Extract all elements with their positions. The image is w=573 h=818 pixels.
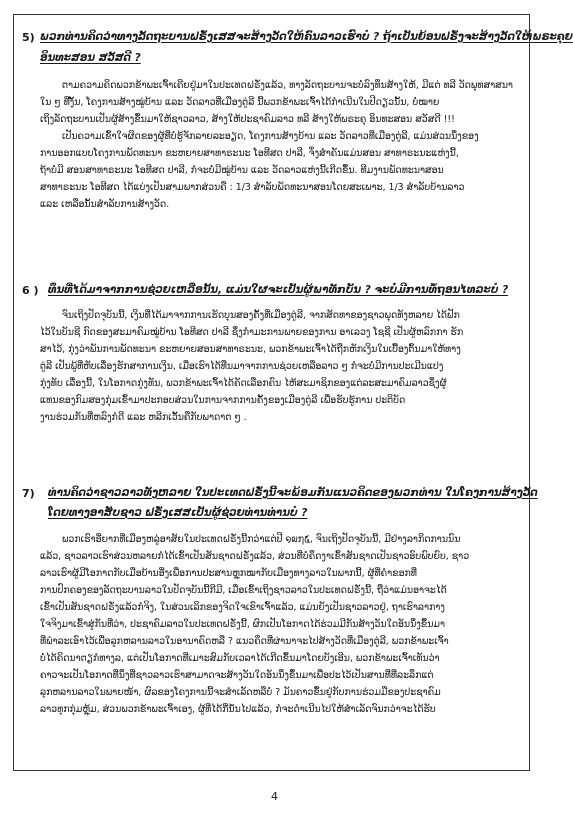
text-line: ຕູ່ລີ ເປັນພູ້ທີ່ຫັບເລື່ອງຮັກສາການເງິນ, ເມື່ອເຮົາໄດ້ທືນມາຈາກການຊ່ວຍເຫລືອລາວ ໆ ກໍຈະບໍ່ມີການປະເມີນແປງ [40,361,444,372]
text-line: ທີ່ພຳລະເອົາໄວ້ເພື່ອລູກຫລານລາວໃນອານາຄົດຫລື ? ແນວຄຶດທີ່ຜ່ານາຈະໄປສ້າງວັດທີ່ເມືອງຕູ່ລີ, ພວກຂ້າພະເຈົ້າ [40,636,449,647]
text-line: ໄວ້ໃນບັນຊີ ກົດຂອງສະມາຄົມໝູ່ບ້ານ ໂອທີສດ ປາລີ ຊຶ່ງກຳມະການພາຍຂອງການ ອາເລວງ ໂຊຊີ ເປັນຜູ້ຫລົກກາ ຮັກ [40,327,464,338]
text-line: ໃນ ໆ ທີ່ງັ້ນ, ໂຄງການສ້າງໝູ່ບ້ານ ແລະ ວັດລາວທີ່ເມືອງຕູ່ລີ ນີ້ພວກຂ້າພະເຈົ້າໄດ້ກຳເນີນໃນປີດຽວນັ້ນ, ບໍ່ໝາຍ [40,97,440,108]
text-line: ແທນຂອງກົມສອງກຸ່ມເຂົ້າມາປະກອບສ່ວນໃນການຈາກການຄັ້ງຂອງເມືອງຕູ່ລີ ເພື່ອຮັບຮູ້ການ ປະຕິບັດ [40,395,406,406]
text-line: ສາໄວ້, ກຸ່ງວ່າພັນການພັດທະນາ ຂະຫຍາຍສອນສາທາຣະນະ, ພວກຂ້າພະເຈົ້າໄດ້ຖືກຫັກເງິນໃນເບື້ອງຕົ້ນມາໃຫ້ທາງ [40,344,461,355]
page-number: 4 [271,790,278,803]
text-line: ໃຈຈິງມາເຂົ້າສູ່ກັນທີ່ວ່າ, ປະຊາຄົມລາວໃນປະເທດຝຣັ່ງນີ້, ຜົກເປັນໂອກາດໄດ້ຮ່ວມມີກັນສ້າງວັນໃດອັນນຶ່ງຂຶ້ນມາ [40,619,446,630]
text-line: ລາວເຮົາຜູ້ມີໂອກາດກັບເມືອບ້ານອີ່ງເພື່ອການປະສານຫຼຸກໝາກັບເມືອງທາງລາວໃນພາກນີ້, ຜູ້ທີ່ຄຳຂອກທີ່ [40,568,417,579]
text-line: ຈົນເຖິງປັດຈຸບັນນີ້, ເງິນທີ່ໄດ້ມາຈາກການເຮັດບຸນສອງຄັ້ງທີ່ເມືອງຕູ່ລີ, ຈາກສັດທາຂອງຊາວພຸດທັງຫລາຍ ໄດ້ຟັກ [62,310,460,321]
content-frame [13,14,573,771]
text-line: ການອອກແບບໂຄງການພັດທະນາ ຂະຫຍາຍສາທາຣະນະ ໂອທີສດ ປາລີ, ຈຶ່ງສຳຄັນແມ່ນສອນ ສາທາຣະນະແຫ່ງນີ້, [40,148,459,159]
text-line: ລຸກຫລານລາວໃນພາຍໜ້າ, ຜົລຂອງໂຄງການນີ້ຈະສຳເລັດຫລືບໍ່ ? ມັນຄາວຂຶ້ນຢູ່ກັບການຮ່ວມມືຂອງປະຊາຄົມ [40,687,441,698]
text-line: ຄາວຈະເປັນໂອກາດທີ່ນຶ່ງທີ່ຊາວລາວເຮົາສາມາດຈະສ້າງວັນໃດອັນນຶ່ງຂຶ້ນມາເພື່ອປະໄວ້ເປັນສານທີ່ທີ່ລະລຶກແຕ່ [40,670,434,681]
text-line: ກຸ່ງທັບ ເລື່ອງນີ້, ໃນໂອກາດກູ່ງທັນ, ພວກຂ້າພະເຈົ້າໄດ້ຄັດເລືອກຄົນ ໄຫ້ສະມາຊິກຂອງແຕ່ລະສະມາຄົມລາວຊຶ່ງຜູ້ [40,378,447,389]
text-line: ລາວທຸກກຸ່ມຫຼຸ້ມ, ສ່ວນພວກຂ້າພະເຈົ້າເອງ, ຜູ້ທີ່ໄດ້ກີ່ນໍ້ນໄປແລ້ວ, ກໍຈະດຳເນີນໄປໃຫ້ສຳເລັດຈົນກວ່າຈະໄດ້ຮັບ [40,704,436,715]
question-title-line: ທຶນທີ່ໄດ້ມາຈາກການຊ່ວຍເຫລືອນັ້ນ, ແມ່ນໃຜຈະເປັນຜູ້ພາທັກບັນ ? ຈະບໍ່ມີການທໍ້ຖອນໄທລະບໍ ? [48,284,509,296]
answer-paragraph [40,77,519,213]
text-line: ບໍ່ໄດ້ຄິດນາຕຽກໍທາງລ, ແຕ່ເປັນໂອກາດທີ່ເມາະສົມກັບເວລາໄດ້ເກີດຂຶ້ນມາໂດຍບັງເອີນ, ພວກຂ້າພະເຈົ້າເທັນວ່າ [40,653,440,664]
text-line: ແລະ ເຫລືອນັ້ນສຳລັບການສ້າງວັດ. [40,199,170,210]
text-line: ພວກເຮົາອີ່ຍາກທີ່ເມືອງຫລູ່ອາສັຍໃນປະເທດຝຣັ່ງນີ້ກວ່າແຕ່ປີ ໑໙໗໕, ຈົນເຖິງປັດຈຸບັນນີ້, ມີຢ່າງລາກິດການນົນ [62,534,461,545]
question-number: 6 ) [22,284,39,297]
text-line: ຕາມຄວາມຄິດພວກຂ້າພະເຈົ້າເຄີຍຢູ່ມາໃນປະເທດຝຣັ່ງແລ້ວ, ທາງລັດຖະບານຈະບໍ່ລົງທຶນສ້າງໃຫ້, ມີແຕ່ ທລີ ວັດພຸທສາສນາ [62,80,513,91]
question-title-line: ໂດຍທາງອາສັບຊາວ ຝຣັ່ງເສສເປັນຜູ້ຊ່ວຍທ່ານທ່ານບໍ ? [48,507,308,519]
text-line: ສາທາຣະນະ ໂອທີສດ ໄດ້ແບ່ງເປັນສາມພາກສ່ວນຄື : 1/3 ສຳລັບພັດທະນາສອນໂດຍສະເພາະ, 1/3 ສຳລັບບ້ານລາວ [40,182,465,193]
answer-paragraph [40,307,519,426]
text-line: ເຖິງລັດຖະບານເປັນຜູ້ສ້າງຂຶ້ນມາໃຫ້ຊາວລາວ, ສ້າງໃຫ້ປະຊາຄົມລາວ ທລີ ສ້າງໃຫ້ພຣະຄຸ ອິນທະສອນ ສວັສດີ !!! [40,114,455,125]
question-title-line: ອິນທະສອນ ສວັສດີ ? [40,52,141,64]
question-title-line: ພວກທ່ານຄິດວ່າທາງລັດຖະບານຝຣັ່ງເສສຈະສ້າງວັດໃຫ້ຄົນລາວເຮົາບໍ ? ຖ້າເປັນຍ້ອນຝຣັ່ງຈະສ້າງວັດໃຫ້ພຣະຄຸຍ [40,31,573,43]
question-number: 5) [22,31,35,44]
text-line: ເປັນຄວາມເຂົ້າໃຈຜິດຂອງຜູ້ທີ່ບໍ່ຮູ້ຈັກລາຍລະອຽດ, ໂຄງການສ້າງບ້ານ ແລະ ວັດລາວທີ່ເມືອງຕູ່ລີ, ແມ່ນສ່ວນນຶ່ງຂອງ [62,131,479,142]
question-number: 7) [22,487,35,500]
question-title-line: ທ່ານຄິດວ່າຊາວລາວທັງຫລາຍ ໃນປະເທດຝຣັ່ງນີ້ຈະພ້ອມກັນແນວຄິດຂອງພວກທ່ານ ໃນໂຄງການສ້າງວັດ [48,487,538,499]
text-line: ແລ້ວ, ຊາວລາວເຮົາສ່ວນຫລາຍກໍໄດ້ເຂົ້າເປັນສັນຊາດຝຣັ່ງແລ້ວ, ສ່ວນທີ່ບໍ່ຄຶດງາເຂົ້າສັນຊາດເປັນຊາວອົບພົບຍົບ, ຊາວ [40,551,470,562]
text-line: ງານຮ່ວມກັນທີ່ຫລົງກໍດີ ແລະ ຫລີກເວັ້ນຄືກັບພາດາຕ ໆ . [40,412,247,423]
text-line: ເຂົ້າເປັນສັນຊາດຝຣັ່ງແລ້ວກໍຈິງ, ໃນສ່ວນເລິກຂອງຈິດໃຈເຂົາເຈົ້າແລ້ວ, ແມ່ນຍັງເປັນຊາວລາວຢູ່, ຖາເຮົາລາກາງ [40,602,445,613]
text-line: ການປົກຄອງຂອງລັດຖະບານລາວໃນປັດຈຸບັນນີ້ກີມີ, ເມື່ອເຂົ້າເຖິງຊາວລາວໃນປະເທດຝຣັ່ງນີ້, ຖືວ່າແມ່ນອາຈະໄດ້ [40,585,447,596]
answer-paragraph [40,531,519,718]
text-line: ຖ້າບໍ່ມີ ສອນສາທາຣະນະ ໂອທີສດ ປາລີ, ກໍຈະບໍ່ມີໝູ່ບ້ານ ແລະ ວັດລາວແຫ່ງນີ້ເກີດຂຶ້ນ. ທີມງານພັດທະນາສອນ [40,165,444,176]
